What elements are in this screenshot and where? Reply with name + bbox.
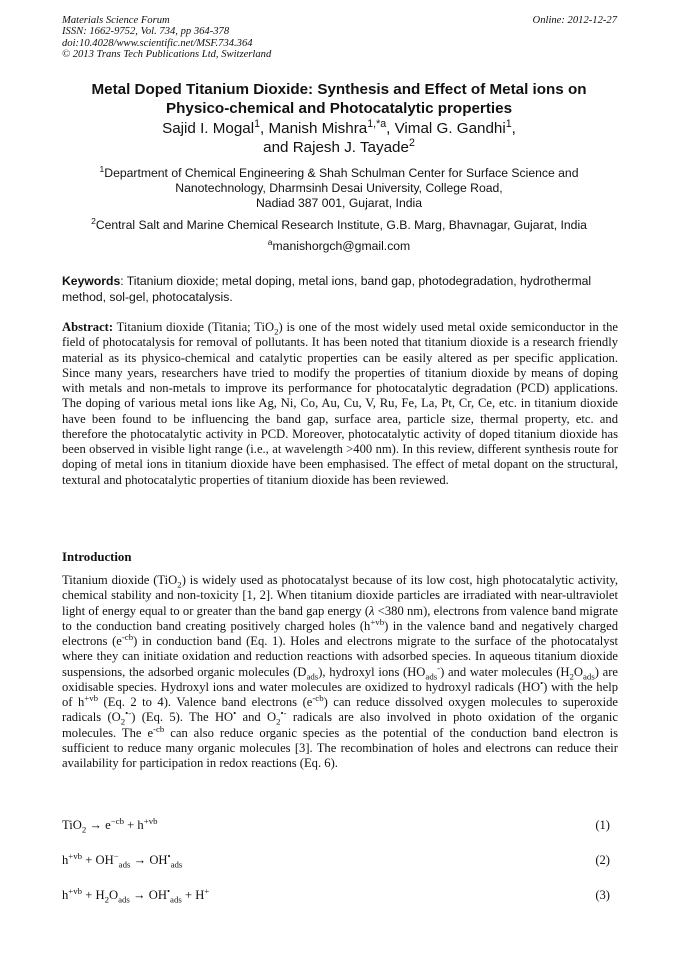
text-run: •- xyxy=(125,708,132,719)
equation-number: (2) xyxy=(595,853,610,867)
text-run: , xyxy=(511,120,516,137)
issn: ISSN: 1662-9752, Vol. 734, pp 364-378 xyxy=(62,26,230,38)
text-run: Keywords xyxy=(62,274,121,288)
text-run: +vb xyxy=(68,850,83,861)
equation-number: (3) xyxy=(595,888,610,902)
text-run: ads xyxy=(170,859,183,870)
text-run: Central Salt and Marine Chemical Research Institute, G.B. Marg, Bhavnagar, Gujarat, India xyxy=(95,218,587,232)
text-run: ) is one of the most widely used metal oxide semiconductor in the field of photocatalysis for removal of pollutants. It has been noted that titanium dioxide is a research friendly material as its physico-chemical and catalytic properties can be easily altered as per specific application. Since many years, researchers have tried to modify the properties of titanium dioxide by means of doping with metals and non-metals to improve its performance for photocatalytic degradation (PCD) applications. The doping of various metal ions like Ag, Ni, Co, Au, Cu, V, Ru, Fe, La, Pt, Cr, Ce, etc. in titanium dioxide have been found to be influencing the band gap, surface area, particle size, thermal property, etc. and therefore the photocatalytic activity in PCD. Moreover, photocatalytic activity of doped titanium dioxide has been observed in visible light range (i.e., at wavelength >400 nm). In this review, different synthesis route for doping of metal ions in titanium dioxide have been emphasised. The effect of metal dopant on the structural, textural and photocatalytic properties of titanium dioxide has been reviewed. xyxy=(62,320,618,487)
text-run: - xyxy=(437,662,441,673)
text-run: ads xyxy=(118,859,131,870)
text-run: • xyxy=(540,677,544,688)
text-run: 2 xyxy=(177,579,182,590)
text-run: •- xyxy=(280,708,287,719)
text-run: Titanium dioxide (Titania; TiO xyxy=(113,320,275,334)
equation-expression xyxy=(62,815,158,835)
text-run: ) in the valence band and negatively charged electrons (e xyxy=(62,618,618,648)
text-run: -cb xyxy=(312,692,324,703)
author-list xyxy=(40,119,638,157)
text-run: + H xyxy=(181,888,205,902)
text-run: + xyxy=(204,885,210,896)
text-run: ) and water molecules (H xyxy=(440,664,570,679)
equation-2 xyxy=(62,850,610,870)
text-run: +vb xyxy=(68,885,83,896)
text-run: -cb xyxy=(153,723,165,734)
text-run: manishorgch@gmail.com xyxy=(272,239,411,253)
text-run: 2 xyxy=(408,136,415,149)
affiliation-1 xyxy=(40,163,638,211)
text-run: radicals are also involved in photo oxidation of the organic molecules. The e xyxy=(62,710,618,740)
text-run: ) can reduce dissolved oxygen molecules to superoxide radicals (O xyxy=(62,695,618,725)
text-run: +vb xyxy=(84,692,99,703)
text-run: ) in conduction band (Eq. 1). Holes and electrons migrate to the surface of the photocatalyst where they can initiate oxidation and reduction reactions with adsorbed species. In aqueous titanium dioxide suspensions, the adsorbed organic molecules (D xyxy=(62,634,618,679)
text-run: TiO xyxy=(62,818,82,832)
author-email xyxy=(40,236,638,254)
text-run: ads xyxy=(306,671,319,682)
equation-expression xyxy=(62,885,210,905)
author-line xyxy=(40,119,638,138)
text-run: O xyxy=(109,888,119,902)
author-line xyxy=(40,138,638,157)
text-run: -cb xyxy=(121,631,134,642)
text-run: and Rajesh J. Tayade xyxy=(263,139,409,156)
text-run: and O xyxy=(236,710,277,725)
title-line: Metal Doped Titanium Dioxide: Synthesis and Effect of Metal ions on xyxy=(91,81,587,98)
text-run: 2 xyxy=(104,894,109,905)
paper-title xyxy=(40,80,638,118)
online-date: Online: 2012-12-27 xyxy=(532,15,617,26)
section-heading-introduction: Introduction xyxy=(62,550,132,564)
text-run: 2 xyxy=(120,716,126,727)
journal-name: Materials Science Forum xyxy=(62,15,170,26)
text-run: Titanium dioxide (TiO xyxy=(62,573,178,587)
text-run: 1 xyxy=(254,117,261,130)
text-run: : Titanium dioxide; metal doping, metal ions, band gap, photodegradation, hydrothermal method, sol-gel, photocatalysis. xyxy=(62,274,592,304)
text-run: +vb xyxy=(143,815,158,826)
text-run: Department of Chemical Engineering & Shah Schulman Center for Surface Science and Nanotechnology, Dharmsinh Desai University, College Road, xyxy=(104,166,579,195)
text-run: + h xyxy=(124,818,144,832)
text-run: 1,*a xyxy=(367,117,387,130)
text-run: − xyxy=(113,850,119,861)
affiliation-text xyxy=(64,163,614,196)
text-run: → e xyxy=(86,818,111,832)
page-header xyxy=(62,15,617,60)
abstract xyxy=(62,320,618,488)
text-run: • xyxy=(167,850,171,861)
text-run: h xyxy=(62,853,69,867)
affiliation-text: Nadiad 387 001, Gujarat, India xyxy=(255,196,422,210)
equation-number: (1) xyxy=(595,818,610,832)
text-run: • xyxy=(233,708,237,719)
text-run: 1 xyxy=(99,163,105,174)
text-run: Sajid I. Mogal xyxy=(162,120,255,137)
text-run: ) is widely used as photocatalyst because of its low cost, high photocatalytic activity, chemical stability and non-toxicity [1, 2]. When titanium dioxide particles are irradiated with near-ultraviolet light of energy equal to or greater than the band gap energy ( xyxy=(62,573,618,618)
text-run: → OH xyxy=(130,853,168,867)
text-run: can also reduce organic species as the potential of the conduction band electron is sufficient to reduce many organic molecules [3]. The recombination of holes and electrons can reduce their availability for participation in redox reactions (Eq. 6). xyxy=(62,725,618,770)
text-run: <380 nm), electrons from valence band migrate to the conduction band creating positively charged holes (h xyxy=(62,603,618,633)
text-run: 2 xyxy=(569,671,574,682)
text-run: ) with the help of h xyxy=(62,679,618,709)
text-run: 2 xyxy=(91,215,96,226)
text-run: ) are oxidisable species. Hydroxyl ions and water molecules are oxidized to hydroxyl radicals (HO xyxy=(62,664,618,694)
text-run: a xyxy=(267,236,273,247)
text-run: , Vimal G. Gandhi xyxy=(386,120,506,137)
text-run: ads xyxy=(583,671,595,682)
text-run: 2 xyxy=(274,326,279,337)
text-run: + H xyxy=(82,888,105,902)
text-run: 1 xyxy=(505,117,512,130)
equation-expression xyxy=(62,850,183,870)
doi: doi:10.4028/www.scientific.net/MSF.734.364 xyxy=(62,37,253,49)
equation-3 xyxy=(62,885,610,905)
text-run: −cb xyxy=(110,815,125,826)
equation-1 xyxy=(62,815,610,835)
title-line: Physico-chemical and Photocatalytic properties xyxy=(165,100,513,117)
text-run: 2 xyxy=(81,824,87,835)
text-run: , Manish Mishra xyxy=(260,120,368,137)
text-run: Abstract: xyxy=(62,320,114,334)
text-run: ads xyxy=(118,894,130,905)
text-run: +vb xyxy=(370,616,385,627)
text-run: • xyxy=(166,885,171,896)
text-run: h xyxy=(62,888,69,902)
text-run: ) (Eq. 5). The HO xyxy=(131,710,234,725)
introduction-paragraph xyxy=(62,573,618,771)
affiliation-2 xyxy=(40,215,638,233)
text-run: → OH xyxy=(129,888,167,902)
keywords xyxy=(62,274,618,305)
text-run: 2 xyxy=(276,716,281,727)
text-run: ), hydroxyl ions (HO xyxy=(318,664,426,679)
text-run: λ xyxy=(369,603,375,618)
text-run: ads xyxy=(170,894,182,905)
text-run: + OH xyxy=(82,853,114,867)
text-run: (Eq. 2 to 4). Valence band electrons (e xyxy=(98,695,313,709)
text-run: O xyxy=(573,664,583,679)
copyright: © 2013 Trans Tech Publications Ltd, Switzerland xyxy=(62,48,272,60)
text-run: ads xyxy=(425,671,438,682)
